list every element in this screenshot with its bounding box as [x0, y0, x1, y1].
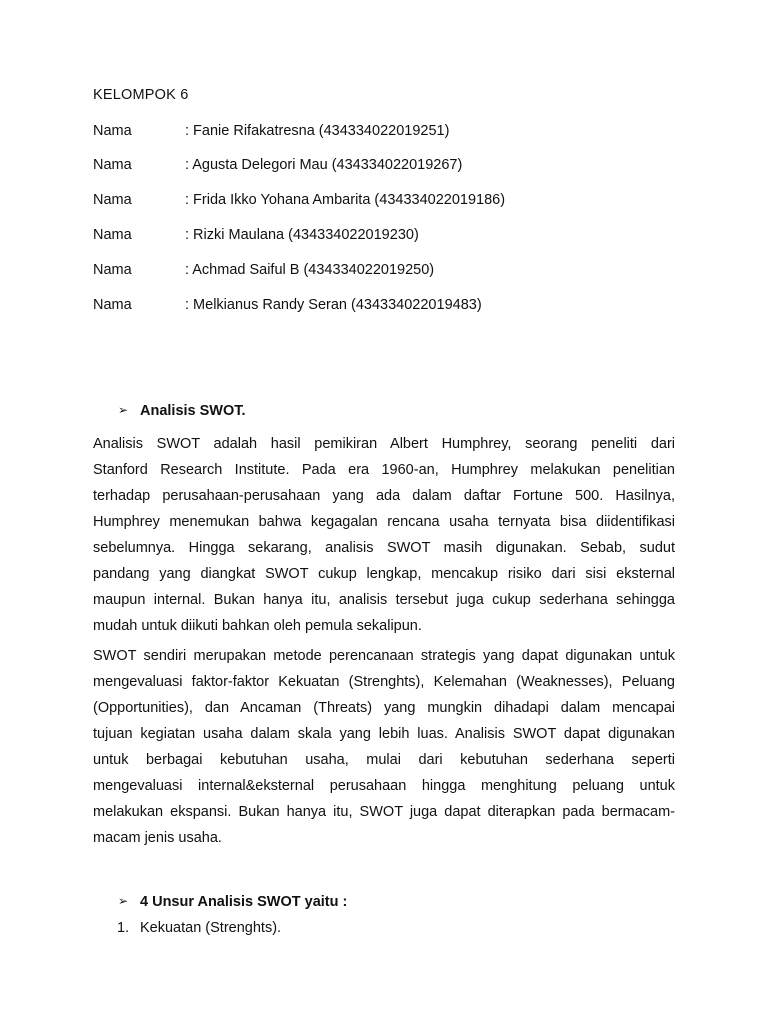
paragraph-line: terhadap perusahaan-perusahaan yang ada dalam daftar Fortune 500. Hasilnya, [93, 488, 675, 504]
arrow-bullet-icon: ➢ [118, 894, 129, 908]
paragraph-line: sebelumnya. Hingga sekarang, analisis SWOT masih digunakan. Sebab, sudut [93, 540, 675, 556]
member-label: Nama [93, 123, 132, 139]
member-label: Nama [93, 262, 132, 278]
paragraph-line: Humphrey menemukan bahwa kegagalan rencana usaha ternyata bisa diidentifikasi [93, 514, 675, 530]
member-label: Nama [93, 192, 132, 208]
paragraph-line: maupun internal. Bukan hanya itu, analisis tersebut juga cukup sederhana sehingga [93, 592, 675, 608]
member-row [93, 191, 505, 209]
paragraph-line: mudah untuk diikuti bahkan oleh pemula sekalipun. [93, 618, 422, 634]
member-label: Nama [93, 157, 132, 173]
paragraph-line: mengevaluasi internal&eksternal perusahaan hingga menghitung peluang untuk [93, 778, 675, 794]
group-title: KELOMPOK 6 [93, 87, 189, 103]
member-value: : Rizki Maulana (434334022019230) [185, 227, 419, 243]
paragraph-line: macam jenis usaha. [93, 830, 222, 846]
paragraph-line: pandang yang diangkat SWOT cukup lengkap, mencakup risiko dari sisi eksternal [93, 566, 675, 582]
member-row [93, 226, 419, 244]
section-heading-swot [118, 402, 246, 420]
list-item [117, 919, 281, 937]
paragraph-line: melakukan ekspansi. Bukan hanya itu, SWOT juga dapat diterapkan pada bermacam- [93, 804, 675, 820]
paragraph-line: SWOT sendiri merupakan metode perencanaan strategis yang dapat digunakan untuk [93, 648, 675, 664]
list-item-text: Kekuatan (Strenghts). [140, 920, 282, 936]
paragraph-swot-history [93, 431, 675, 639]
member-label: Nama [93, 227, 132, 243]
member-value: : Fanie Rifakatresna (434334022019251) [185, 123, 450, 139]
member-row [93, 261, 434, 279]
paragraph-line: Stanford Research Institute. Pada era 1960-an, Humphrey melakukan penelitian [93, 462, 675, 478]
paragraph-swot-definition [93, 643, 675, 851]
paragraph-line: untuk berbagai kebutuhan usaha, mulai dari kebutuhan sederhana seperti [93, 752, 675, 768]
member-value: : Melkianus Randy Seran (434334022019483) [185, 297, 482, 313]
paragraph-line: (Opportunities), dan Ancaman (Threats) yang mungkin dihadapi dalam mencapai [93, 700, 675, 716]
member-row [93, 156, 462, 174]
arrow-bullet-icon: ➢ [118, 403, 129, 417]
member-value: : Frida Ikko Yohana Ambarita (434334022019186) [185, 192, 506, 208]
list-item-number: 1. [117, 920, 130, 936]
paragraph-line: mengevaluasi faktor-faktor Kekuatan (Strenghts), Kelemahan (Weaknesses), Peluang [93, 674, 675, 690]
member-value: : Agusta Delegori Mau (434334022019267) [185, 157, 463, 173]
section-heading-unsur [118, 893, 347, 911]
member-row [93, 296, 482, 314]
member-value: : Achmad Saiful B (434334022019250) [185, 262, 435, 278]
section-heading-text: 4 Unsur Analisis SWOT yaitu : [140, 894, 348, 910]
section-heading-text: Analisis SWOT. [140, 403, 246, 419]
paragraph-line: Analisis SWOT adalah hasil pemikiran Albert Humphrey, seorang peneliti dari [93, 436, 675, 452]
member-label: Nama [93, 297, 132, 313]
member-row [93, 122, 449, 140]
paragraph-line: tujuan kegiatan usaha dalam skala yang lebih luas. Analisis SWOT dapat digunakan [93, 726, 675, 742]
